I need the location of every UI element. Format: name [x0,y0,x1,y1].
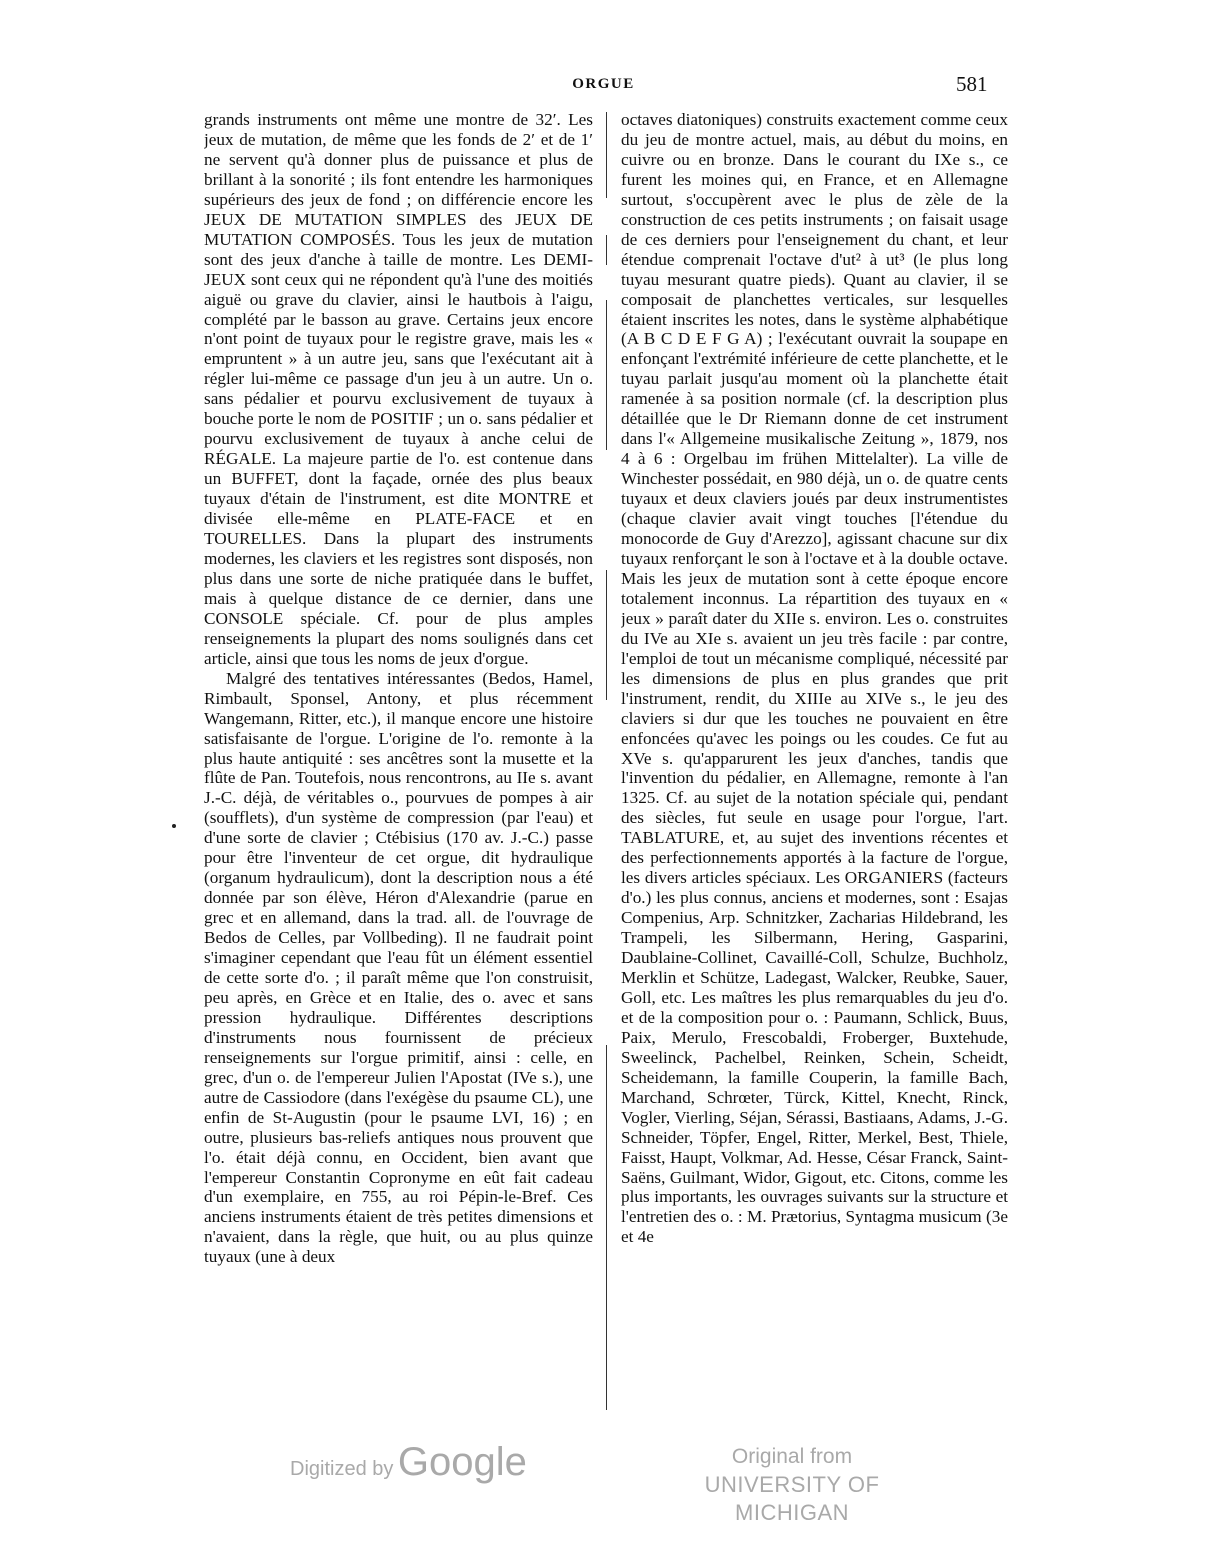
original-from-label: Original from [731,1445,853,1468]
university-name: UNIVERSITY OF MICHIGAN [704,1472,880,1525]
running-head: ORGUE [572,76,635,92]
paragraph-organ-stops: grands instruments ont même une montre de 32′. Les jeux de mutation, de même que les fonds de 2′ et de 1′ ne servent qu'à donner plus de puissance et plus de brillant à la sonorité ; ils font entendre les harmoniques supérieurs des jeux de fond ; on différencie encore les JEUX DE MUTATION SIMPLES des JEUX DE MUTATION COMPOSÉS. Tous les jeux de mutation sont des jeux d'anche à taille de montre. Les DEMI-JEUX sont ceux qui ne répondent qu'à l'une des moitiés aiguë ou grave du clavier, ainsi le hautbois à l'aigu, complété par le basson au grave. Certains jeux encore n'ont point de tuyaux pour le registre grave, mais les « empruntent » à un autre jeu, sans que l'exécutant ait à régler lui-même ce passage d'un jeu à un autre. Un o. sans pédalier et pourvu exclusivement de tuyaux à bouche porte le nom de POSITIF ; un o. sans pédalier et pourvu exclusivement de tuyaux à anche celui de RÉGALE. La majeure partie de l'o. est contenue dans un BUFFET, dont la façade, ornée des plus beaux tuyaux d'étain de l'instrument, est dite MONTRE et divisée elle-même en PLATE-FACE et en TOURELLES. Dans la plupart des instruments modernes, les claviers et les registres sont disposés, non plus dans une sorte de niche pratiquée dans le buffet, mais à quelque distance de ce dernier, dans une CONSOLE spéciale. Cf. pour de plus amples renseignements la plupart des noms soulignés dans cet article, ainsi que tous les noms de jeux d'orgue. [204,110,593,668]
column-divider [606,1045,607,1410]
paragraph-organ-history: Malgré des tentatives intéressantes (Bedos, Hamel, Rimbault, Sponsel, Antony, et plus récemment Wangemann, Ritter, etc.), il manque encore une histoire satisfaisante de l'orgue. L'origine de l'o. remonte à la plus haute antiquité : ses ancêtres sont la musette et la flûte de Pan. Toutefois, nous rencontrons, au IIe s. avant J.-C. déjà, de véritables o., pourvues de pompes à air (soufflets), d'un système de compression (par l'eau) et d'une sorte de clavier ; Ctébisius (170 av. J.-C.) passe pour être l'inventeur de cet orgue, dit hydraulique (organum hydraulicum), dont la description nous a été donnée par son élève, Héron d'Alexandrie (parue en grec et en allemand, dans la trad. all. de l'ouvrage de Bedos de Celles, par Vollbeding). Il ne faudrait point s'imaginer cependant que l'eau fût un élément essentiel de cette sorte d'o. ; il paraît même que l'on construisit, peu après, en Grèce et en Italie, des o. avec et sans pression hydraulique. Différentes descriptions d'instruments nous fournissent de précieux renseignements sur l'orgue primitif, ainsi : celle, en grec, d'un o. de l'empereur Julien l'Apostat (IVe s.), une autre de Cassiodore (dans l'exégèse du psaume CL), une enfin de St-Augustin (pour le psaume LVI, 16) ; en outre, plusieurs bas-reliefs antiques nous prouvent que l'o. était déjà connu, en Occident, bien avant que l'empereur Constantin Copronyme en eût fait cadeau d'un exemplaire, en 755, au roi Pépin-le-Bref. Ces anciens instruments étaient de très petites dimensions et n'avaient, dans la règle, que huit, ou au plus quinze tuyaux (une à deux [204,668,593,1267]
paragraph-organ-history-continued: octaves diatoniques) construits exactement comme ceux du jeu de montre actuel, mais, au début du moins, en cuivre ou en bronze. Dans le courant du IXe s., ce furent les moines qui, en France, et en Allemagne surtout, s'occupèrent avec le plus de zèle de la construction de ces petits instruments ; on faisait usage de ces derniers pour l'enseignement du chant, et leur étendue comprenait l'octave d'ut² à ut³ (le plus long tuyau mesurant quatre pieds). Quant au clavier, il se composait de planchettes verticales, sur lesquelles étaient inscrites les notes, dans le système alphabétique (A B C D E F G A) ; l'exécutant ouvrait la soupape en enfonçant l'extrémité inférieure de cette planchette, et le tuyau parlait jusqu'au moment où la planchette était ramenée à sa position normale (cf. la description plus détaillée que le Dr Riemann donne de cet instrument dans l'« Allgemeine musikalische Zeitung », 1879, nos 4 à 6 : Orgelbau im frühen Mittelalter). La ville de Winchester possédait, en 980 déjà, un o. de quatre cents tuyaux et deux claviers joués par deux instrumentistes (chaque clavier avait vingt touches [l'étendue du monocorde de Guy d'Arezzo], agissant chacune sur dix tuyaux renforçant le son à l'octave et à la double octave. Mais les jeux de mutation sont à cette époque encore totalement inconnus. La répartition des tuyaux en « jeux » paraît dater du XIIe s. environ. Les o. construites du IVe au XIe s. avaient un jeu très facile : par contre, l'emploi de tout un mécanisme compliqué, nécessité par les dimensions de plus en plus grandes que prit l'instrument, rendit, du XIIIe au XIVe s., le jeu des claviers si dur que les touches ne pouvaient en être enfoncées qu'avec les poings ou les coudes. Ce fut au XVe s. qu'apparurent les jeux d'anches, tandis que l'invention du pédalier, en Allemagne, remonte à l'an 1325. Cf. au sujet de la notation spéciale qui, pendant des siècles, fut seule en usage pour l'orgue, l'art. TABLATURE, et, au sujet des inventions récentes et des perfectionnements apportés à la facture de l'orgue, les divers articles spéciaux. Les ORGANIERS (facteurs d'o.) les plus connus, anciens et modernes, sont : Esajas Compenius, Arp. Schnitzker, Zacharias Hildebrand, les Trampeli, les Silbermann, Hering, Gasparini, Daublaine-Collinet, Cavaillé-Coll, Schulze, Buchholz, Merklin et Schütze, Ladegast, Walcker, Reubke, Sauer, Goll, etc. Les maîtres les plus remarquables du jeu d'o. et de la composition pour o. : Paumann, Schlick, Buus, Paix, Merulo, Frescobaldi, Froberger, Buxtehude, Sweelinck, Pachelbel, Reinken, Schein, Scheidt, Scheidemann, la famille Couperin, la famille Bach, Marchand, Schrœter, Türck, Kittel, Knecht, Rinck, Vogler, Vierling, Séjan, Sérassi, Bastiaans, Adams, J.-G. Schneider, Töpfer, Engel, Ritter, Merkel, Best, Thiele, Faisst, Haupt, Volkmar, Ad. Hesse, César Franck, Saint-Saëns, Guilmant, Widor, Gigout, etc. Citons, comme les plus importants, les ouvrages suivants sur la structure et l'entretien des o. : M. Prætorius, Syntagma musicum (3e et 4e [621,110,1008,1247]
digitized-by-watermark [290,1440,527,1485]
page-number: 581 [956,72,988,96]
column-divider [606,570,607,700]
google-wordmark: Google [397,1440,527,1484]
column-divider [606,300,607,450]
original-from-watermark [668,1443,916,1527]
text-column-left [204,110,593,1416]
text-column-right [621,110,1008,1416]
column-divider [606,235,607,265]
column-divider [606,112,607,198]
digitized-prefix: Digitized by [290,1458,394,1480]
margin-mark [172,824,176,828]
